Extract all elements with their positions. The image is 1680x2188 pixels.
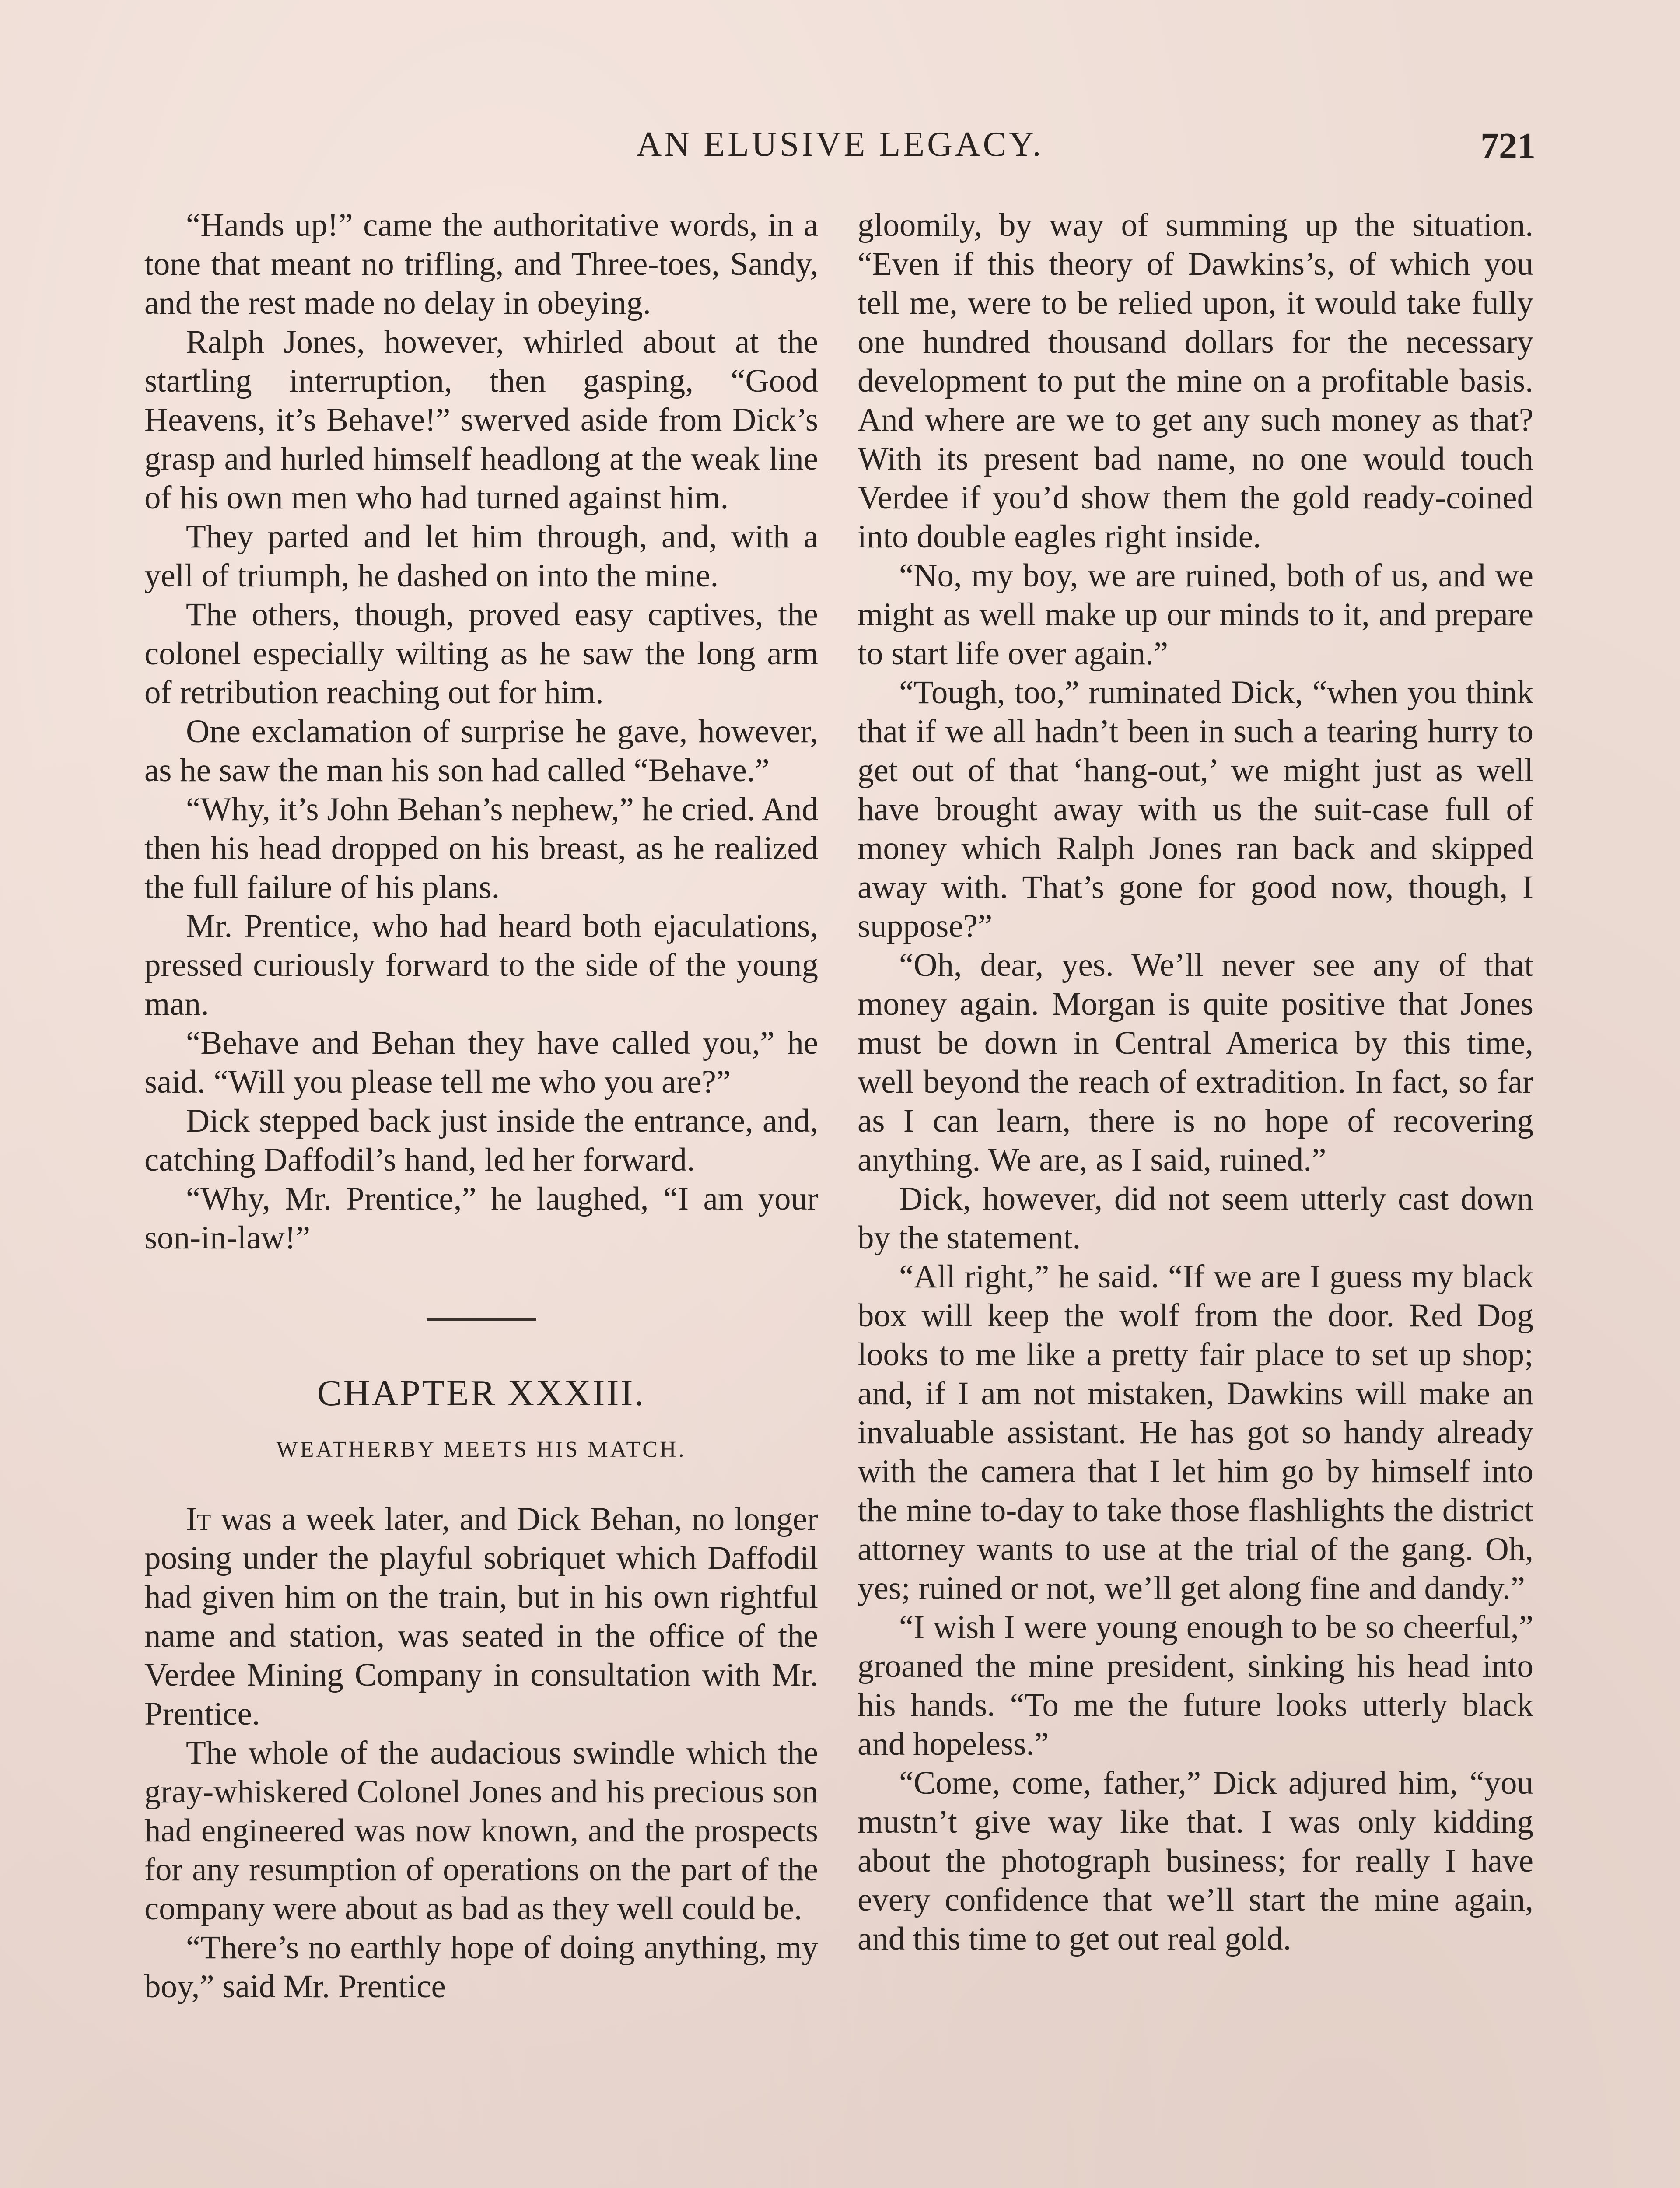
paragraph: “All right,” he said. “If we are I guess my black box will keep the wolf from the door. Red Dog looks to me like a pretty fair place to set up shop; and, if I am not mistaken, Dawkins will make an invaluable assistant. He has got so handy already with the camera that I let him go by himself into the mine to-day to take those flashlights the district attorney wants to use at the trial of the gang. Oh, yes; ruined or not, we’ll get along fine and dandy.” xyxy=(858,1259,1533,1606)
chapter-heading: CHAPTER XXXIII. xyxy=(317,1373,646,1413)
continued-paragraph: gloomily, by way of summing up the situation. “Even if this theory of Dawkins’s, of which you tell me, were to be relied upon, it would take fully one hundred thousand dollars for the necessary development to put the mine on a profitable basis. And where are we to get any such money as that? With its present bad name, no one would touch Verdee if you’d show them the gold ready-coined into double eagles right inside. xyxy=(858,207,1533,555)
running-title: AN ELUSIVE LEGACY. xyxy=(636,125,1044,164)
section-divider xyxy=(427,1318,536,1321)
chapter-subtitle: WEATHERBY MEETS HIS MATCH. xyxy=(276,1437,686,1462)
paragraph: The others, though, proved easy captives, the colonel especially wilting as he saw the long arm of retribution reaching out for him. xyxy=(144,596,818,711)
paragraph: “There’s no earthly hope of doing anything, my boy,” said Mr. Prentice xyxy=(144,1929,818,2005)
paragraph: They parted and let him through, and, with a yell of triumph, he dashed on into the mine. xyxy=(144,519,818,594)
paragraph: “Hands up!” came the authoritative words, in a tone that meant no trifling, and Three-toes, Sandy, and the rest made no delay in obeying. xyxy=(144,207,818,321)
drop-word: It xyxy=(186,1501,211,1537)
paragraph: “Tough, too,” ruminated Dick, “when you think that if we all hadn’t been in such a tearing hurry to get out of that ‘hang-out,’ we might just as well have brought away with us the suit-case full of money which Ralph Jones ran back and skipped away with. That’s gone for good now, though, I suppose?” xyxy=(858,674,1533,944)
paragraph: “Why, Mr. Prentice,” he laughed, “I am your son-in-law!” xyxy=(144,1181,818,1256)
paragraph: “Oh, dear, yes. We’ll never see any of that money again. Morgan is quite positive that Jones must be down in Central America by this time, well beyond the reach of extradition. In fact, so far as I can learn, there is no hope of recovering anything. We are, as I said, ruined.” xyxy=(858,947,1533,1178)
paragraph: Mr. Prentice, who had heard both ejaculations, pressed curiously forward to the side of the young man. xyxy=(144,908,818,1022)
paragraph: Ralph Jones, however, whirled about at the startling interruption, then gasping, “Good Heavens, it’s Behave!” swerved aside from Dick’s grasp and hurled himself headlong at the weak line of his own men who had turned against him. xyxy=(144,324,818,516)
chapter-opening-paragraph xyxy=(144,1500,818,1733)
paragraph: One exclamation of surprise he gave, however, as he saw the man his son had called “Behave.” xyxy=(144,713,818,789)
left-column xyxy=(144,206,818,2006)
paragraph: “I wish I were young enough to be so cheerful,” groaned the mine president, sinking his head into his hands. “To me the future looks utterly black and hopeless.” xyxy=(858,1609,1533,1762)
paragraph: The whole of the audacious swindle which the gray-whiskered Colonel Jones and his precious son had engineered was now known, and the prospects for any resumption of operations on the part of the company were about as bad as they well could be. xyxy=(144,1735,818,1927)
opening-text: was a week later, and Dick Behan, no longer posing under the playful sobriquet which Daffodil had given him on the train, but in his own rightful name and station, was seated in the office of the Verdee Mining Company in consultation with Mr. Prentice. xyxy=(144,1501,818,1732)
paragraph: Dick, however, did not seem utterly cast down by the statement. xyxy=(858,1181,1533,1256)
paragraph: “Come, come, father,” Dick adjured him, “you mustn’t give way like that. I was only kidding about the photograph business; for really I have every confidence that we’ll start the mine again, and this time to get out real gold. xyxy=(858,1765,1533,1957)
paragraph: “No, my boy, we are ruined, both of us, and we might as well make up our minds to it, and prepare to start life over again.” xyxy=(858,558,1533,672)
paragraph: “Behave and Behan they have called you,” he said. “Will you please tell me who you are?” xyxy=(144,1025,818,1100)
paragraph: “Why, it’s John Behan’s nephew,” he cried. And then his head dropped on his breast, as he realized the full failure of his plans. xyxy=(144,791,818,905)
right-column xyxy=(858,206,1533,1958)
running-head xyxy=(144,125,1536,177)
page-number: 721 xyxy=(1480,126,1536,166)
paragraph: Dick stepped back just inside the entrance, and, catching Daffodil’s hand, led her forward. xyxy=(144,1103,818,1178)
